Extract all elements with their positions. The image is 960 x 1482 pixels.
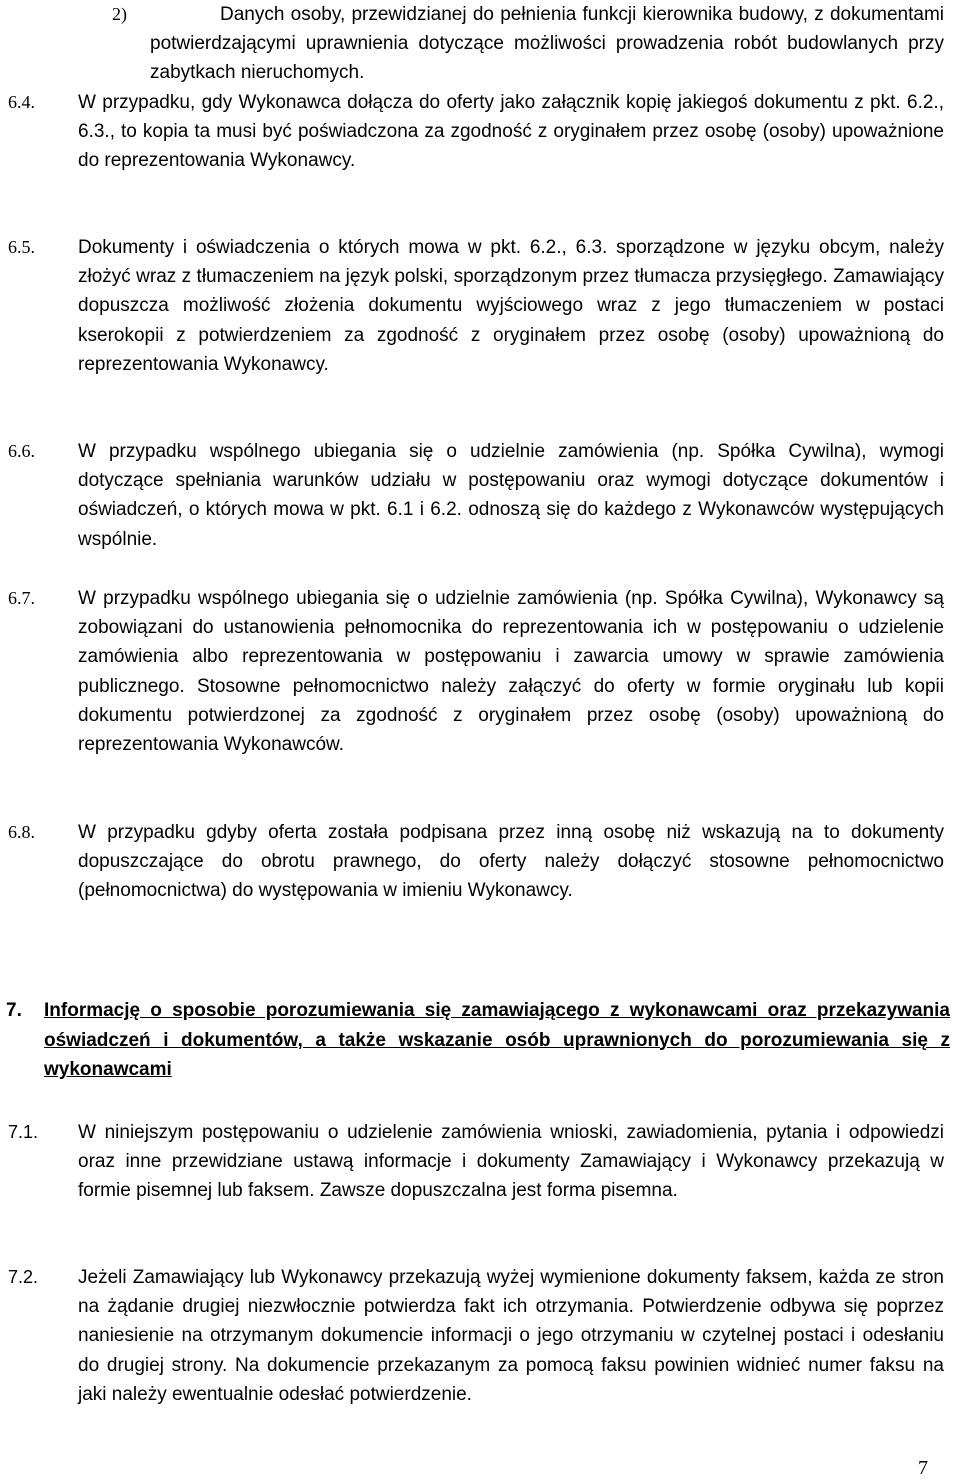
item-number: 2) [112,4,127,24]
item-number: 6.7. [8,588,35,608]
item-text: Danych osoby, przewidzianej do pełnienia funkcji kierownika budowy, z dokumentami potwierdzającymi uprawnienia dotyczące możliwości prowadzenia robót budowlanych przy zabytkach nieruchomych. [150,4,944,84]
item-text: W przypadku, gdy Wykonawca dołącza do oferty jako załącznik kopię jakiegoś dokumentu z pkt. 6.2., 6.3., to kopia ta musi być poświadczona za zgodność z oryginałem przez osobę (osoby) upoważnione do reprezentowania Wykonawcy. [78,92,944,172]
item-text: W przypadku gdyby oferta została podpisana przez inną osobę niż wskazują na to dokumenty dopuszczające do obrotu prawnego, do oferty należy dołączyć stosowne pełnomocnictwo (pełnomocnictwa) do występowania w imieniu Wykonawcy. [78,822,944,902]
item-number: 6.8. [8,822,35,842]
item-number: 6.4. [8,92,35,112]
item-text: W przypadku wspólnego ubiegania się o udzielnie zamówienia (np. Spółka Cywilna), wymogi dotyczące spełniania warunków udziału w postępowaniu oraz wymogi dotyczące dokumentów i oświadczeń, o których mowa w pkt. 6.1 i 6.2. odnoszą się do każdego z Wykonawców występujących wspólnie. [78,441,944,550]
item-number: 6.6. [8,441,35,461]
item-text: W niniejszym postępowaniu o udzielenie zamówienia wnioski, zawiadomienia, pytania i odpowiedzi oraz inne przewidziane ustawą informacje i dokumenty Zamawiający i Wykonawcy przekazują w formie pisemnej lub faksem. Zawsze dopuszczalna jest forma pisemna. [78,1122,944,1202]
section-number: 7. [6,1000,22,1021]
page-number: 7 [918,1457,928,1479]
item-number: 6.5. [8,237,35,257]
item-text: W przypadku wspólnego ubiegania się o udzielnie zamówienia (np. Spółka Cywilna), Wykonawcy są zobowiązani do ustanowienia pełnomocnika do reprezentowania ich w postępowaniu o udzielenie zamówienia albo reprezentowania w postępowaniu i zawarcia umowy w sprawie zamówienia publicznego. Stosowne pełnomocnictwo należy załączyć do oferty w formie oryginału lub kopii dokumentu potwierdzonej za zgodność z oryginałem przez osobę (osoby) upoważnioną do reprezentowania Wykonawców. [78,588,944,756]
item-number: 7.1. [8,1122,39,1142]
item-number: 7.2. [8,1267,39,1287]
item-text: Dokumenty i oświadczenia o których mowa w pkt. 6.2., 6.3. sporządzone w języku obcym, należy złożyć wraz z tłumaczeniem na język polski, sporządzonym przez tłumacza przysięgłego. Zamawiający dopuszcza możliwość złożenia dokumentu wyjściowego wraz z jego tłumaczeniem w postaci kserokopii z potwierdzeniem za zgodność z oryginałem przez osobę (osoby) upoważnioną do reprezentowania Wykonawcy. [78,237,944,375]
item-text: Jeżeli Zamawiający lub Wykonawcy przekazują wyżej wymienione dokumenty faksem, każda ze stron na żądanie drugiej niezwłocznie potwierdza fakt ich otrzymania. Potwierdzenie odbywa się poprzez naniesienie na otrzymanym dokumencie informacji o jego otrzymaniu w czytelnej postaci i odesłaniu do drugiej strony. Na dokumencie przekazanym za pomocą faksu powinien widnieć numer faksu na jaki należy ewentualnie odesłać potwierdzenie. [78,1267,944,1405]
section-title: Informację o sposobie porozumiewania się zamawiającego z wykonawcami oraz przekazywania oświadczeń i dokumentów, a także wskazanie osób uprawnionych do porozumiewania się z wykonawcami [44,1000,950,1080]
